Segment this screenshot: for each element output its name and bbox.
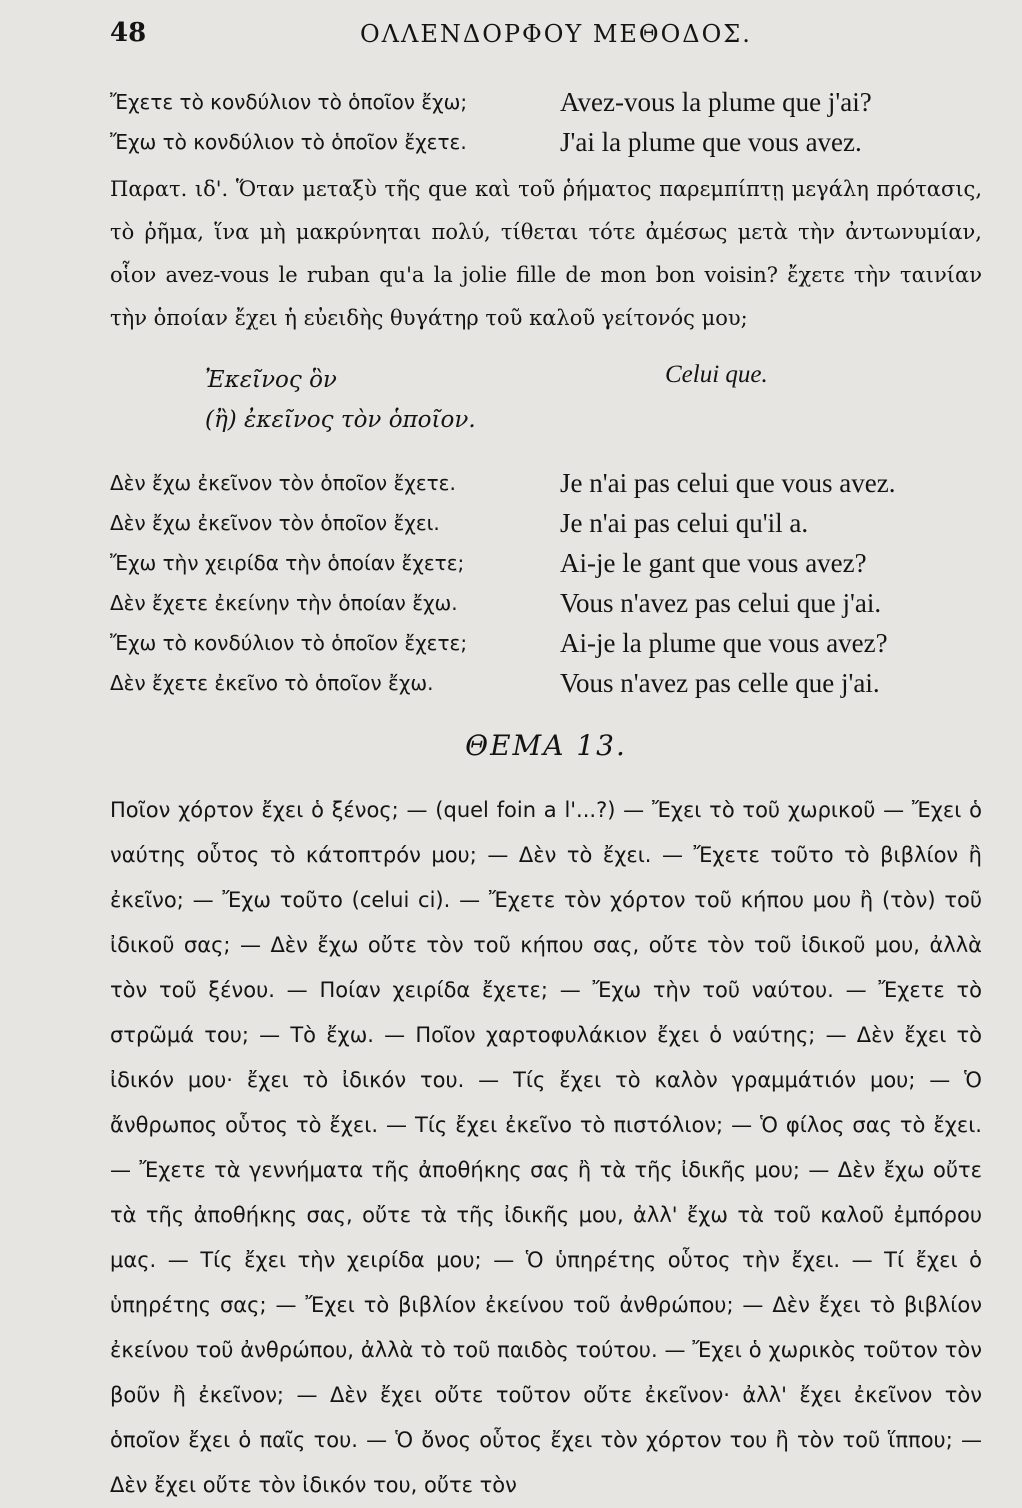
french-sentence: Ai-je la plume que vous avez? (560, 628, 888, 658)
example-pairs-bottom (110, 463, 982, 703)
french-sentence: Je n'ai pas celui qu'il a. (560, 508, 809, 538)
french-celui-que: Celui que. (665, 361, 768, 388)
french-sentence: J'ai la plume que vous avez. (560, 127, 862, 157)
french-sentence: Vous n'avez pas celle que j'ai. (560, 668, 880, 698)
french-sentence: Vous n'avez pas celui que j'ai. (560, 588, 882, 618)
example-pair (110, 623, 982, 663)
example-pair (110, 583, 982, 623)
french-sentence: Ai-je le gant que vous avez? (560, 548, 867, 578)
example-pair (110, 122, 982, 162)
exercise-text (110, 788, 982, 1508)
greek-sentence: Δὲν ἔχετε ἐκεῖνο τὸ ὁποῖον ἔχω. (110, 671, 434, 695)
greek-sentence: Δὲν ἔχω ἐκεῖνον τὸν ὁποῖον ἔχετε. (110, 471, 456, 495)
section-heading: ΘΕΜΑ 13. (465, 729, 627, 762)
example-pair (110, 663, 982, 703)
example-pairs-top (110, 82, 982, 162)
example-pair (110, 463, 982, 503)
french-sentence: Je n'ai pas celui que vous avez. (560, 468, 896, 498)
greek-sentence: Ἔχω τὸ κονδύλιον τὸ ὁποῖον ἔχετε; (110, 631, 468, 655)
example-pair (110, 503, 982, 543)
exercise-body: Ποῖον χόρτον ἔχει ὁ ξένος; — (quel foin a l'...?) — Ἔχει τὸ τοῦ χωρικοῦ — Ἔχει ὁ ναύτης οὗτος τὸ κάτοπτρόν μου; — Δὲν τὸ ἔχει. — Ἔχετε τοῦτο τὸ βιβλίον ἢ ἐκεῖνο; — Ἔχω τοῦτο (celui ci). — Ἔχετε τὸν χόρτον τοῦ κήπου μου ἢ (τὸν) τοῦ ἰδικοῦ σας; — Δὲν ἔχω οὔτε τὸν τοῦ κήπου σας, οὔτε τὸν τοῦ ἰδικοῦ μου, ἀλλὰ τὸν τοῦ ξένου. — Ποίαν χειρίδα ἔχετε; — Ἔχω τὴν τοῦ ναύτου. — Ἔχετε τὸ στρῶμά του; — Τὸ ἔχω. — Ποῖον χαρτοφυλάκιον ἔχει ὁ ναύτης; — Δὲν ἔχει τὸ ἰδικόν μου· ἔχει τὸ ἰδικόν του. — Τίς ἔχει τὸ καλὸν γραμμάτιόν μου; — Ὁ ἄνθρωπος οὗτος τὸ ἔχει. — Τίς ἔχει ἐκεῖνο τὸ πιστόλιον; — Ὁ φίλος σας τὸ ἔχει. — Ἔχετε τὰ γεννήματα τῆς ἀποθήκης σας ἢ τὰ τῆς ἰδικῆς μου; — Δὲν ἔχω οὔτε τὰ τῆς ἀποθήκης σας, οὔτε τὰ τῆς ἰδικῆς μου, ἀλλ' ἔχω τὰ τοῦ καλοῦ ἐμπόρου μας. — Τίς ἔχει τὴν χειρίδα μου; — Ὁ ὑπηρέτης οὗτος τὴν ἔχει. — Τί ἔχει ὁ ὑπηρέτης σας; — Ἔχει τὸ βιβλίον ἐκείνου τοῦ ἀνθρώπου; — Δὲν ἔχει τὸ βιβλίον ἐκείνου τοῦ ἀνθρώπου, ἀλλὰ τὸ τοῦ παιδὸς τούτου. — Ἔχει ὁ χωρικὸς τοῦτον τὸν βοῦν ἢ ἐκεῖνον; — Δὲν ἔχει οὔτε τοῦτον οὔτε ἐκεῖνον· ἀλλ' ἔχει ἐκεῖνον τὸν ὁποῖον ἔχει ὁ παῖς του. — Ὁ ὄνος οὗτος ἔχει τὸν χόρτον του ἢ τὸν τοῦ ἵππου; — Δὲν ἔχει οὔτε τὸν ἰδικόν του, οὔτε τὸν (110, 798, 982, 1497)
greek-sentence: Ἔχω τὴν χειρίδα τὴν ὁποίαν ἔχετε; (110, 551, 465, 575)
greek-sentence: Ἔχω τὸ κονδύλιον τὸ ὁποῖον ἔχετε. (110, 130, 467, 154)
running-title: ΟΛΛΕΝΔΟΡΦΟΥ ΜΕΘΟΔΟΣ. (360, 20, 752, 48)
grammar-note: Παρατ. ιδ'. Ὅταν μεταξὺ τῆς que καὶ τοῦ ῥήματος παρεμπίπτῃ μεγάλη πρότασις, τὸ ῥῆμα, ἵνα μὴ μακρύνηται πολύ, τίθεται τότε ἀμέσως μετὰ τὴν ἀντωνυμίαν, οἷον avez-vous le ruban qu'a la jolie fille de mon bon voisin? ἔχετε τὴν ταινίαν τὴν ὁποίαν ἔχει ἡ εὐειδὴς θυγάτηρ τοῦ καλοῦ γείτονός μου; (110, 177, 982, 330)
celui-que-block (110, 361, 982, 449)
greek-sentence: Δὲν ἔχετε ἐκείνην τὴν ὁποίαν ἔχω. (110, 591, 458, 615)
page-header (110, 18, 982, 68)
page-number: 48 (110, 18, 147, 48)
example-pair (110, 82, 982, 122)
greek-ekeinos: Ἐκεῖνος ὃν (205, 367, 337, 393)
greek-ekeinos-alt: (ἢ) ἐκεῖνος τὸν ὁποῖον. (205, 407, 476, 433)
french-sentence: Avez-vous la plume que j'ai? (560, 87, 872, 117)
greek-sentence: Δὲν ἔχω ἐκεῖνον τὸν ὁποῖον ἔχει. (110, 511, 440, 535)
example-pair (110, 543, 982, 583)
greek-sentence: Ἔχετε τὸ κονδύλιον τὸ ὁποῖον ἔχω; (110, 90, 468, 114)
